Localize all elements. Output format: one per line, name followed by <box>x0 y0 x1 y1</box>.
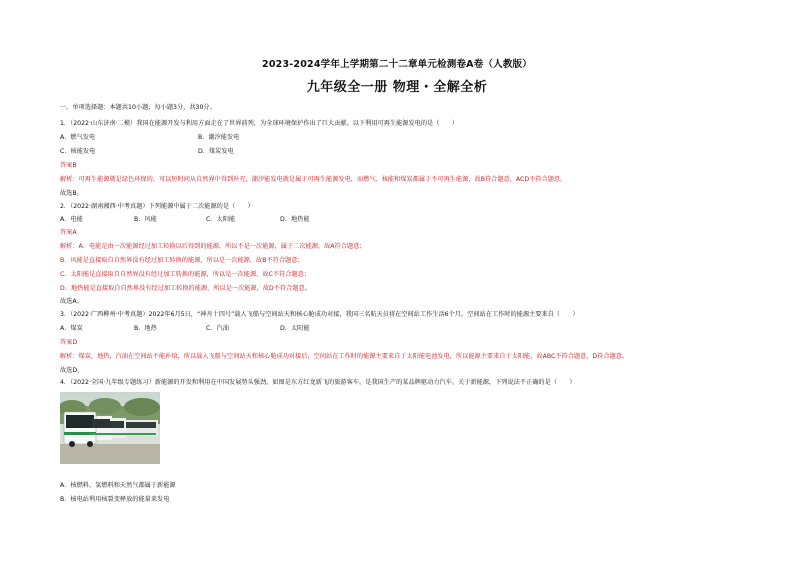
q3-option-d: D．太阳能 <box>280 325 310 332</box>
q4-option-b: B．核电站利用核裂变释放的能量来发电 <box>60 496 170 503</box>
q2-analysis-a: 解析：A．电能是由一次能源经过加工转换以后得到的能源，所以不是一次能源，属于二次能源，故A符合题意； <box>60 243 366 250</box>
section-heading: 一、单项选择题：本题共10小题，每小题3分，共30分。 <box>60 104 216 111</box>
q4-option-a: A．核燃料、氢燃料和天然气都属于新能源 <box>60 482 176 489</box>
q1-option-c: C．核能发电 <box>60 148 96 155</box>
q2-analysis-c: C．太阳能是直接取自自然界没有经过加工转换的能源，所以是一次能源，故C不符合题意； <box>60 271 310 278</box>
q2-option-b: B．风能 <box>134 216 157 223</box>
subject-title: 九年级全一册 物理・全解全析 <box>306 80 488 95</box>
q1-answer: 答案B <box>60 162 77 169</box>
q3-option-a: A．煤炭 <box>60 325 83 332</box>
q3-option-c: C．汽油 <box>206 325 229 332</box>
q2-option-a: A．电能 <box>60 216 83 223</box>
q2-analysis-b: B．风能是直接取自自然界没有经过加工转换的能源，所以是一次能源，故B不符合题意； <box>60 257 304 264</box>
q3-option-b: B．地热 <box>134 325 157 332</box>
q2-option-d: D．地热能 <box>280 216 310 223</box>
q2-conclusion: 故选A。 <box>60 298 83 305</box>
bus-photo <box>60 392 160 464</box>
q1-option-b: B．潮汐能发电 <box>198 134 240 141</box>
q2-answer: 答案A <box>60 229 77 236</box>
q1-option-d: D．煤炭发电 <box>198 148 234 155</box>
q1-conclusion: 故选B。 <box>60 190 83 197</box>
exam-title: 2023-2024学年上学期第二十二章单元检测卷A卷（人教版） <box>262 59 532 70</box>
q2-option-c: C．太阳能 <box>206 216 236 223</box>
q3-stem: 3．（2022·广西柳州·中考真题）2022年6月5日，“神舟十四号”载人飞船与空间站天和核心舱成功对接，我国三名航天员将在空间站工作生活6个月。空间站在工作时的能源主要来自（ ） <box>60 311 579 318</box>
q1-option-a: A．燃气发电 <box>60 134 96 141</box>
q1-analysis: 解析：可再生能源就是绿色环保的，可以短时间从自然界中得到补充，潮汐能发电就是属于可再生能源发电，而燃气、核能和煤炭都属于不可再生能源，故B符合题意，ACD不符合题意。 <box>60 176 567 183</box>
q4-stem: 4．（2022·全国·九年级专题练习）新能源的开发和利用在中国发展势头强劲，如图是东方红龙新飞的旅游客车，是我国生产的某品牌驱动力汽车。关于新能源，下列说法不正确的是（ ） <box>60 379 576 386</box>
q2-analysis-d: D．地热能是直接取自自然界没有经过加工转换的能源，所以是一次能源，故D不符合题意。 <box>60 285 311 292</box>
q3-answer: 答案D <box>60 339 78 346</box>
q3-conclusion: 故选D。 <box>60 367 84 374</box>
q3-analysis: 解析：煤炭，地热，汽油在空间站不能补给，所以载人飞船与空间站天和核心舱成功对接后，空间站在工作时的能源主要来自于太阳能电池发电，所以能源主要来自于太阳能，故ABC不符合题意，D符合题意。 <box>60 353 629 360</box>
q1-stem: 1．（2022·山东济南·二模）我国在能源开发与利用方面走在了世界前列，为全球环境保护作出了巨大贡献。以下利用可再生能源发电的是（ ） <box>60 120 458 127</box>
q2-stem: 2．（2022·湖南湘西·中考真题）下列能源中属于二次能源的是（ ） <box>60 203 254 210</box>
